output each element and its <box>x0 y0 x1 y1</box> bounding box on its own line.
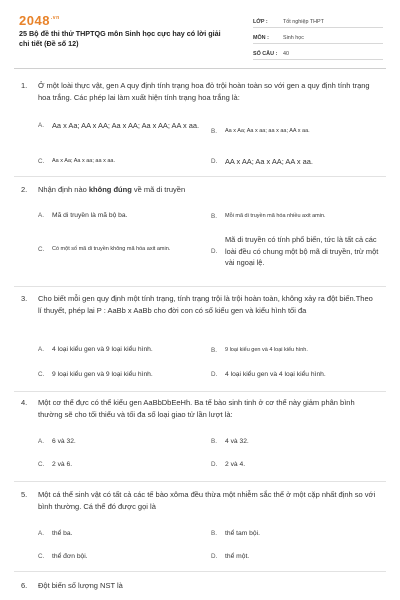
option-text: Mỗi mã di truyền mã hóa nhiều axit amin. <box>225 213 326 219</box>
option-b[interactable] <box>211 212 386 221</box>
option-text: Aa x Aa; AA x AA; Aa x AA; Aa x AA; AA x aa. <box>52 121 200 130</box>
meta-key: MÔN : <box>253 35 269 41</box>
option-letter: D. <box>211 158 218 165</box>
option-d[interactable] <box>211 460 386 470</box>
option-text: Có một số mã di truyền không mã hóa axit amin. <box>52 246 171 252</box>
question-number: 6. <box>21 581 28 590</box>
meta-key: SỐ CÂU : <box>253 51 278 57</box>
option-a[interactable] <box>38 437 210 447</box>
option-letter: A. <box>38 122 44 129</box>
question-number: 2. <box>21 185 28 194</box>
question-3 <box>14 293 386 378</box>
question-number: 4. <box>21 398 28 407</box>
option-text: thể đơn bội. <box>52 553 88 560</box>
option-text: 2 và 6. <box>52 461 73 468</box>
meta-row-subject <box>253 28 383 44</box>
question-4 <box>14 397 386 468</box>
option-letter: C. <box>38 246 45 253</box>
meta-row-count <box>253 44 383 60</box>
option-letter: B. <box>211 128 217 135</box>
option-text: thể một. <box>225 553 250 560</box>
option-b[interactable] <box>211 127 386 136</box>
meta-value: Tốt nghiệp THPT <box>283 19 324 25</box>
option-text: AA x AA; Aa x AA; AA x aa. <box>225 157 313 166</box>
option-text: 9 loại kiểu gen và 9 loại kiểu hình. <box>52 371 153 378</box>
option-c[interactable] <box>38 157 210 166</box>
header-divider <box>14 68 386 69</box>
question-text-pre: Nhận định nào <box>38 185 89 194</box>
option-letter: D. <box>211 247 218 255</box>
question-text: Đột biến số lượng NST là <box>38 581 123 590</box>
option-letter: D. <box>211 553 218 560</box>
document-meta <box>253 12 383 60</box>
option-letter: B. <box>211 213 217 220</box>
question-stem <box>14 580 386 592</box>
question-number: 5. <box>21 490 28 499</box>
question-number: 3. <box>21 294 28 303</box>
question-text: Ở một loài thực vật, gen A quy định tính trạng hoa đỏ trội hoàn toàn so với gen a quy định tính trạng hoa trắng. Các phép lai làm xuất hiện tính trạng hoa trắng là: <box>38 81 370 102</box>
question-text: Một cơ thể đực có thể kiểu gen AaBbDbEeHh. Ba tế bào sinh tinh ở cơ thể này giảm phân bình thường sẽ cho tối thiểu và tối đa số loại giao tử lần lượt là: <box>38 398 355 419</box>
option-text: Aa x Aa; Aa x aa; aa x aa; AA x aa. <box>225 128 310 134</box>
logo-text: 2048 <box>19 13 50 28</box>
meta-row-class <box>253 12 383 28</box>
option-d[interactable] <box>211 370 386 380</box>
option-a[interactable] <box>38 529 210 539</box>
option-text: Mã di truyền có tính phổ biến, tức là tất cả các loài đều có chung một bộ mã di truyền, trừ một vài ngoại lệ. <box>225 235 379 267</box>
option-text: 4 loại kiểu gen và 9 loại kiểu hình. <box>52 346 153 353</box>
option-letter: C. <box>38 461 45 468</box>
option-letter: A. <box>38 212 44 219</box>
option-d[interactable] <box>211 552 386 562</box>
meta-value: Sinh học <box>283 35 304 41</box>
option-letter: B. <box>211 438 217 445</box>
option-text: thể ba. <box>52 530 73 537</box>
question-2 <box>14 184 386 267</box>
question-5 <box>14 489 386 560</box>
question-stem <box>14 397 386 421</box>
option-letter: B. <box>211 347 217 354</box>
option-letter: C. <box>38 371 45 378</box>
option-c[interactable] <box>38 552 210 562</box>
option-a[interactable] <box>38 120 210 132</box>
option-b[interactable] <box>211 529 386 539</box>
option-d[interactable] <box>211 156 386 168</box>
option-text: thể tam bội. <box>225 530 260 537</box>
document-header <box>0 0 400 62</box>
option-letter: D. <box>211 371 218 378</box>
option-b[interactable] <box>211 346 386 355</box>
document-title: 25 Bộ đề thi thử THPTQG môn Sinh học cực hay có lời giải chi tiết (Đề số 12) <box>19 29 221 48</box>
site-logo[interactable] <box>19 13 60 28</box>
option-text: 4 loại kiểu gen và 4 loại kiểu hình. <box>225 371 326 378</box>
option-d[interactable] <box>211 234 386 269</box>
option-letter: B. <box>211 530 217 537</box>
question-divider <box>14 481 386 482</box>
option-text: Aa x Aa; Aa x aa; aa x aa. <box>52 158 115 164</box>
question-divider <box>14 286 386 287</box>
question-stem <box>14 293 386 317</box>
option-a[interactable] <box>38 211 210 221</box>
logo-domain: .vn <box>50 15 60 21</box>
question-text-emphasis: không đúng <box>88 185 132 194</box>
question-text <box>38 184 376 196</box>
question-6 <box>14 580 386 592</box>
option-letter: D. <box>211 461 218 468</box>
question-number: 1. <box>21 81 28 90</box>
option-text: 2 và 4. <box>225 461 246 468</box>
question-text: Cho biết mỗi gen quy định một tính trạng, tính trạng trội là trội hoàn toàn, không xảy ra đột biến.Theo lí thuyết, phép lai P : AaBb x AaBb cho đời con có số kiểu gen và kiểu hình tối đa <box>38 294 373 315</box>
question-1 <box>14 80 386 166</box>
option-letter: C. <box>38 553 45 560</box>
question-stem <box>14 80 386 104</box>
question-divider <box>14 391 386 392</box>
option-letter: A. <box>38 346 44 353</box>
option-text: 6 và 32. <box>52 438 76 445</box>
option-c[interactable] <box>38 245 210 254</box>
meta-key: LỚP : <box>253 19 268 25</box>
option-text: 4 và 32. <box>225 438 249 445</box>
question-text: Một cá thể sinh vật có tất cả các tế bào xôma đều thừa một nhiễm sắc thể ở một cặp nhất định so với bình thường. Cá thể đó được gọi là <box>38 490 376 511</box>
option-c[interactable] <box>38 370 210 380</box>
option-text: Mã di truyền là mã bộ ba. <box>52 212 128 219</box>
meta-value: 40 <box>283 51 289 57</box>
option-letter: A. <box>38 438 44 445</box>
option-letter: C. <box>38 158 45 165</box>
option-c[interactable] <box>38 460 210 470</box>
option-b[interactable] <box>211 437 386 447</box>
option-text: 9 loại kiểu gen và 4 loại kiểu hình. <box>225 347 308 353</box>
question-stem <box>14 184 386 196</box>
question-text-post: về mã di truyền <box>131 185 186 194</box>
question-stem <box>14 489 386 513</box>
question-divider <box>14 176 386 177</box>
option-a[interactable] <box>38 345 210 355</box>
question-divider <box>14 571 386 572</box>
option-letter: A. <box>38 530 44 537</box>
